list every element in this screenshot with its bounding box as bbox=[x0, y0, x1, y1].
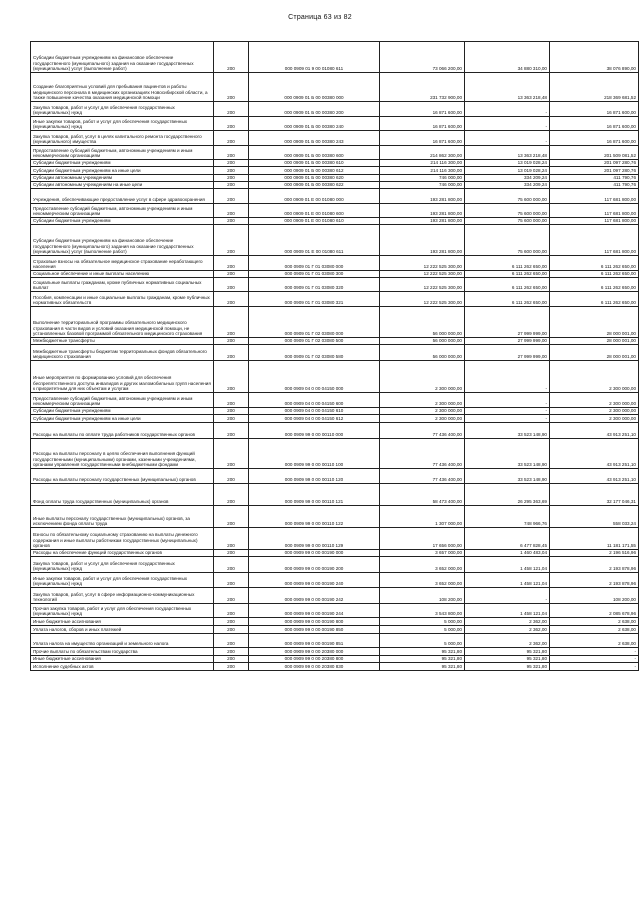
row-remaining-amount: 201 509 081,52 bbox=[550, 146, 639, 160]
row-remaining-amount: 2 300 000,00 bbox=[550, 415, 639, 423]
row-approved-amount: 108 200,00 bbox=[380, 588, 465, 604]
row-classification-code: 000 0909 99 0 00 20380 830 bbox=[249, 663, 380, 671]
row-line-code: 200 bbox=[214, 604, 249, 618]
table-row bbox=[31, 663, 639, 671]
row-executed-amount: 13 363 218,48 bbox=[465, 73, 550, 102]
row-name: Закупка товаров, работ, услуг в целях капитального ремонта государственного (муниципального) имущества bbox=[31, 131, 214, 146]
table-row bbox=[31, 506, 639, 528]
row-approved-amount: 16 871 600,00 bbox=[380, 102, 465, 117]
row-classification-code: 000 0909 01 Е 00 01080 000 bbox=[249, 189, 380, 204]
row-executed-amount: 1 458 121,04 bbox=[465, 604, 550, 618]
row-remaining-amount: 16 871 600,00 bbox=[550, 131, 639, 146]
row-approved-amount: 16 871 600,00 bbox=[380, 117, 465, 131]
row-remaining-amount: 2 085 678,96 bbox=[550, 604, 639, 618]
row-line-code: 200 bbox=[214, 588, 249, 604]
row-line-code: 200 bbox=[214, 573, 249, 588]
row-approved-amount: 17 656 000,00 bbox=[380, 528, 465, 550]
row-name: Прочие выплаты по обязательствам государства bbox=[31, 648, 214, 656]
table-row bbox=[31, 218, 639, 225]
table-row bbox=[31, 550, 639, 557]
row-executed-amount: 6 111 262 650,00 bbox=[465, 278, 550, 292]
row-remaining-amount: 108 200,00 bbox=[550, 588, 639, 604]
row-name: Расходы на выплаты персоналу в целях обеспечения выполнения функций государственными (муниципальными) органами, казенными учреждениями, органами управления государственными внебюджетными фондами bbox=[31, 439, 214, 469]
row-remaining-amount: 28 000 001,00 bbox=[550, 307, 639, 338]
row-line-code: 200 bbox=[214, 656, 249, 663]
table-row bbox=[31, 117, 639, 131]
row-classification-code: 000 0909 99 0 00 00190 851 bbox=[249, 634, 380, 648]
row-classification-code: 000 0909 99 0 00 00190 242 bbox=[249, 588, 380, 604]
budget-table bbox=[30, 41, 639, 671]
row-executed-amount: - bbox=[465, 415, 550, 423]
row-remaining-amount: 117 681 800,00 bbox=[550, 225, 639, 256]
row-line-code: 200 bbox=[214, 225, 249, 256]
row-remaining-amount: 38 076 890,00 bbox=[550, 42, 639, 73]
table-row bbox=[31, 393, 639, 408]
row-remaining-amount: - bbox=[550, 648, 639, 656]
row-executed-amount: 13 363 218,48 bbox=[465, 146, 550, 160]
row-approved-amount: 2 300 000,00 bbox=[380, 361, 465, 393]
row-remaining-amount: 6 111 262 650,00 bbox=[550, 271, 639, 278]
row-name: Закупка товаров, работ и услуг для обеспечения государственных (муниципальных) нужд bbox=[31, 557, 214, 573]
row-approved-amount: 3 543 800,00 bbox=[380, 604, 465, 618]
row-classification-code: 000 0909 04 0 00 04150 600 bbox=[249, 393, 380, 408]
row-name: Иные бюджетные ассигнования bbox=[31, 656, 214, 663]
row-executed-amount: - bbox=[465, 361, 550, 393]
row-approved-amount: 56 000 000,00 bbox=[380, 338, 465, 345]
row-approved-amount: 193 281 800,00 bbox=[380, 204, 465, 218]
row-approved-amount: 214 116 300,00 bbox=[380, 160, 465, 167]
row-remaining-amount: 117 681 800,00 bbox=[550, 189, 639, 204]
row-name: Субсидии автономным учреждениям bbox=[31, 175, 214, 182]
row-classification-code: 000 0909 01 Е 00 01080 600 bbox=[249, 204, 380, 218]
row-remaining-amount: 117 681 800,00 bbox=[550, 204, 639, 218]
row-line-code: 200 bbox=[214, 117, 249, 131]
table-row bbox=[31, 204, 639, 218]
row-executed-amount: 6 111 262 650,00 bbox=[465, 256, 550, 271]
table-row bbox=[31, 604, 639, 618]
row-approved-amount: 95 321,80 bbox=[380, 656, 465, 663]
table-row bbox=[31, 528, 639, 550]
row-line-code: 200 bbox=[214, 102, 249, 117]
row-approved-amount: 5 000,00 bbox=[380, 634, 465, 648]
row-remaining-amount: 32 177 046,31 bbox=[550, 484, 639, 506]
row-classification-code: 000 0909 01 Б 00 00380 000 bbox=[249, 73, 380, 102]
row-remaining-amount: 16 871 600,00 bbox=[550, 102, 639, 117]
row-executed-amount: 1 458 121,04 bbox=[465, 557, 550, 573]
row-remaining-amount: 43 913 251,10 bbox=[550, 469, 639, 484]
row-line-code: 200 bbox=[214, 42, 249, 73]
row-remaining-amount: 218 369 681,52 bbox=[550, 73, 639, 102]
table-row bbox=[31, 278, 639, 292]
row-approved-amount: 56 000 000,00 bbox=[380, 345, 465, 361]
row-remaining-amount: 2 300 000,00 bbox=[550, 393, 639, 408]
table-row bbox=[31, 160, 639, 167]
row-executed-amount: 27 999 999,00 bbox=[465, 345, 550, 361]
row-classification-code: 000 0909 04 0 00 04150 000 bbox=[249, 361, 380, 393]
row-name: Иные мероприятия по формированию условий для обеспечения беспрепятственного доступа инвалидов и других маломобильных групп населения к приоритетным для них объектам и услугам bbox=[31, 361, 214, 393]
row-classification-code: 000 0909 01 Г 02 03080 500 bbox=[249, 338, 380, 345]
row-classification-code: 000 0909 99 0 00 00110 129 bbox=[249, 528, 380, 550]
row-executed-amount: - bbox=[465, 588, 550, 604]
table-row bbox=[31, 415, 639, 423]
table-row bbox=[31, 361, 639, 393]
row-classification-code: 000 0909 04 0 00 04150 612 bbox=[249, 415, 380, 423]
row-line-code: 200 bbox=[214, 469, 249, 484]
row-name: Межбюджетные трансферты bbox=[31, 338, 214, 345]
row-line-code: 200 bbox=[214, 307, 249, 338]
row-executed-amount: 27 999 999,00 bbox=[465, 338, 550, 345]
row-line-code: 200 bbox=[214, 189, 249, 204]
row-classification-code: 000 0909 01 Г 01 03080 321 bbox=[249, 292, 380, 307]
row-executed-amount: 6 111 262 650,00 bbox=[465, 292, 550, 307]
row-name: Предоставление субсидий бюджетным, автономным учреждениям и иным некоммерческим организациям bbox=[31, 204, 214, 218]
row-executed-amount: - bbox=[465, 408, 550, 415]
row-line-code: 200 bbox=[214, 167, 249, 175]
row-name: Субсидии бюджетным учреждениям bbox=[31, 408, 214, 415]
table-row bbox=[31, 307, 639, 338]
row-line-code: 200 bbox=[214, 393, 249, 408]
table-row bbox=[31, 618, 639, 626]
row-name: Иные выплаты персоналу государственных (муниципальных) органов, за исключением фонда оплаты труда bbox=[31, 506, 214, 528]
table-row bbox=[31, 73, 639, 102]
table-row bbox=[31, 634, 639, 648]
table-row bbox=[31, 225, 639, 256]
row-remaining-amount: 117 681 800,00 bbox=[550, 218, 639, 225]
row-approved-amount: 12 222 525 300,00 bbox=[380, 292, 465, 307]
row-line-code: 200 bbox=[214, 73, 249, 102]
table-row bbox=[31, 439, 639, 469]
row-line-code: 200 bbox=[214, 204, 249, 218]
table-row bbox=[31, 588, 639, 604]
row-name: Субсидии бюджетным учреждениям bbox=[31, 218, 214, 225]
row-approved-amount: 95 321,80 bbox=[380, 648, 465, 656]
row-executed-amount: 1 458 121,04 bbox=[465, 573, 550, 588]
row-remaining-amount: 2 193 878,96 bbox=[550, 557, 639, 573]
row-classification-code: 000 0909 99 0 00 00190 244 bbox=[249, 604, 380, 618]
row-line-code: 200 bbox=[214, 618, 249, 626]
table-row bbox=[31, 256, 639, 271]
row-line-code: 200 bbox=[214, 557, 249, 573]
row-approved-amount: 214 116 300,00 bbox=[380, 167, 465, 175]
row-name: Субсидии бюджетным учреждениям bbox=[31, 160, 214, 167]
row-classification-code: 000 0909 01 Г 02 03080 000 bbox=[249, 307, 380, 338]
row-name: Пособия, компенсации и иные социальные выплаты гражданам, кроме публичных нормативных обязательств bbox=[31, 292, 214, 307]
row-line-code: 200 bbox=[214, 256, 249, 271]
row-classification-code: 000 0909 01 Б 00 00380 612 bbox=[249, 167, 380, 175]
row-remaining-amount: 2 300 000,00 bbox=[550, 361, 639, 393]
row-executed-amount: 2 362,00 bbox=[465, 618, 550, 626]
row-executed-amount: 95 321,80 bbox=[465, 656, 550, 663]
row-remaining-amount: 2 196 516,96 bbox=[550, 550, 639, 557]
row-executed-amount: - bbox=[465, 102, 550, 117]
row-line-code: 200 bbox=[214, 423, 249, 439]
row-executed-amount: 75 600 000,00 bbox=[465, 189, 550, 204]
row-remaining-amount: 28 000 001,00 bbox=[550, 345, 639, 361]
row-executed-amount: 75 600 000,00 bbox=[465, 225, 550, 256]
table-row bbox=[31, 146, 639, 160]
row-name: Субсидии бюджетным учреждениям на финансовое обеспечение государственного (муниципального) задания на оказание государственных (муниципальных) услуг (выполнение работ) bbox=[31, 42, 214, 73]
table-row bbox=[31, 557, 639, 573]
row-line-code: 200 bbox=[214, 626, 249, 634]
row-name: Уплата налога на имущество организаций и земельного налога bbox=[31, 634, 214, 648]
row-classification-code: 000 0909 01 Г 01 03080 000 bbox=[249, 256, 380, 271]
table-row bbox=[31, 345, 639, 361]
row-remaining-amount: - bbox=[550, 663, 639, 671]
row-executed-amount: 334 209,24 bbox=[465, 175, 550, 182]
row-executed-amount: 26 295 363,69 bbox=[465, 484, 550, 506]
row-name: Исполнение судебных актов bbox=[31, 663, 214, 671]
row-approved-amount: 5 000,00 bbox=[380, 618, 465, 626]
row-name: Субсидии бюджетным учреждениям на финансовое обеспечение государственного (муниципального) задания на оказание государственных (муниципальных) услуг (выполнение работ) bbox=[31, 225, 214, 256]
row-remaining-amount: 201 097 280,76 bbox=[550, 167, 639, 175]
row-line-code: 200 bbox=[214, 271, 249, 278]
row-name: Расходы на обеспечение функций государственных органов bbox=[31, 550, 214, 557]
row-executed-amount: 27 999 999,00 bbox=[465, 307, 550, 338]
row-name: Расходы на выплаты персоналу государственных (муниципальных) органов bbox=[31, 469, 214, 484]
row-executed-amount: 13 019 028,24 bbox=[465, 167, 550, 175]
row-line-code: 200 bbox=[214, 648, 249, 656]
row-approved-amount: 16 871 600,00 bbox=[380, 131, 465, 146]
row-line-code: 200 bbox=[214, 278, 249, 292]
row-remaining-amount: 411 790,76 bbox=[550, 182, 639, 189]
row-executed-amount: 33 523 148,90 bbox=[465, 423, 550, 439]
row-executed-amount: 334 209,24 bbox=[465, 182, 550, 189]
row-remaining-amount: 6 111 262 650,00 bbox=[550, 256, 639, 271]
row-remaining-amount: 11 181 171,55 bbox=[550, 528, 639, 550]
row-remaining-amount: 43 913 251,10 bbox=[550, 423, 639, 439]
row-remaining-amount: 28 000 001,00 bbox=[550, 338, 639, 345]
row-line-code: 200 bbox=[214, 439, 249, 469]
row-remaining-amount: 16 871 600,00 bbox=[550, 117, 639, 131]
row-line-code: 200 bbox=[214, 528, 249, 550]
row-executed-amount: 95 321,80 bbox=[465, 663, 550, 671]
row-classification-code: 000 0909 01 Б 00 00380 200 bbox=[249, 102, 380, 117]
row-classification-code: 000 0909 99 0 00 00110 122 bbox=[249, 506, 380, 528]
row-remaining-amount: 411 790,76 bbox=[550, 175, 639, 182]
row-name: Фонд оплаты труда государственных (муниципальных) органов bbox=[31, 484, 214, 506]
row-executed-amount: 2 362,00 bbox=[465, 626, 550, 634]
table-row bbox=[31, 182, 639, 189]
row-classification-code: 000 0909 04 0 00 04150 610 bbox=[249, 408, 380, 415]
row-classification-code: 000 0909 01 Б 00 00380 620 bbox=[249, 175, 380, 182]
row-name: Межбюджетные трансферты бюджетам территориальных фондов обязательного медицинского страхования bbox=[31, 345, 214, 361]
row-classification-code: 000 0909 99 0 00 00190 000 bbox=[249, 550, 380, 557]
row-line-code: 200 bbox=[214, 345, 249, 361]
row-name: Субсидии автономным учреждениям на иные цели bbox=[31, 182, 214, 189]
table-row bbox=[31, 484, 639, 506]
row-name: Прочая закупка товаров, работ и услуг для обеспечения государственных (муниципальных) нужд bbox=[31, 604, 214, 618]
row-executed-amount: 6 477 828,45 bbox=[465, 528, 550, 550]
row-line-code: 200 bbox=[214, 175, 249, 182]
row-approved-amount: 12 222 525 300,00 bbox=[380, 256, 465, 271]
row-executed-amount: 748 966,76 bbox=[465, 506, 550, 528]
row-classification-code: 000 0909 01 Б 00 00380 240 bbox=[249, 117, 380, 131]
row-classification-code: 000 0909 99 0 00 20380 000 bbox=[249, 648, 380, 656]
row-line-code: 200 bbox=[214, 292, 249, 307]
row-remaining-amount: 2 300 000,00 bbox=[550, 408, 639, 415]
row-line-code: 200 bbox=[214, 182, 249, 189]
row-name: Иные бюджетные ассигнования bbox=[31, 618, 214, 626]
row-remaining-amount: 6 111 262 650,00 bbox=[550, 292, 639, 307]
row-name: Закупка товаров, работ и услуг для обеспечения государственных (муниципальных) нужд bbox=[31, 102, 214, 117]
row-classification-code: 000 0909 01 Б 00 00380 622 bbox=[249, 182, 380, 189]
row-approved-amount: 3 652 000,00 bbox=[380, 573, 465, 588]
row-classification-code: 000 0909 99 0 00 00190 200 bbox=[249, 557, 380, 573]
row-line-code: 200 bbox=[214, 408, 249, 415]
row-classification-code: 000 0909 99 0 00 00110 100 bbox=[249, 439, 380, 469]
table-row bbox=[31, 42, 639, 73]
row-classification-code: 000 0909 99 0 00 00190 240 bbox=[249, 573, 380, 588]
row-classification-code: 000 0909 99 0 00 20380 800 bbox=[249, 656, 380, 663]
table-row bbox=[31, 189, 639, 204]
row-executed-amount: 2 362,00 bbox=[465, 634, 550, 648]
row-approved-amount: 56 000 000,00 bbox=[380, 307, 465, 338]
table-row bbox=[31, 626, 639, 634]
row-remaining-amount: 558 033,24 bbox=[550, 506, 639, 528]
row-approved-amount: 3 652 000,00 bbox=[380, 557, 465, 573]
row-approved-amount: 77 436 400,00 bbox=[380, 469, 465, 484]
row-approved-amount: 5 000,00 bbox=[380, 626, 465, 634]
budget-table-body bbox=[31, 42, 639, 671]
row-line-code: 200 bbox=[214, 131, 249, 146]
table-row bbox=[31, 167, 639, 175]
row-name: Социальное обеспечение и иные выплаты населению bbox=[31, 271, 214, 278]
row-line-code: 200 bbox=[214, 338, 249, 345]
table-row bbox=[31, 573, 639, 588]
row-name: Субсидии бюджетным учреждениям на иные цели bbox=[31, 415, 214, 423]
row-classification-code: 000 0909 99 0 00 00190 800 bbox=[249, 618, 380, 626]
row-name: Предоставление субсидий бюджетным, автономным учреждениям и иным некоммерческим организациям bbox=[31, 393, 214, 408]
row-name: Уплата налогов, сборов и иных платежей bbox=[31, 626, 214, 634]
row-executed-amount: 75 600 000,00 bbox=[465, 204, 550, 218]
row-executed-amount: 33 523 148,90 bbox=[465, 439, 550, 469]
row-classification-code: 000 0909 01 9 00 01080 611 bbox=[249, 42, 380, 73]
row-remaining-amount: - bbox=[550, 656, 639, 663]
row-name: Иные закупки товаров, работ и услуг для обеспечения государственных (муниципальных) нужд bbox=[31, 117, 214, 131]
table-row bbox=[31, 656, 639, 663]
row-name: Выполнение территориальной программы обязательного медицинского страхования в части видов и условий оказания медицинской помощи, не установленных базовой программой обязательного медицинского страхования bbox=[31, 307, 214, 338]
row-classification-code: 000 0909 99 0 00 00110 121 bbox=[249, 484, 380, 506]
row-line-code: 200 bbox=[214, 663, 249, 671]
table-row bbox=[31, 175, 639, 182]
table-row bbox=[31, 102, 639, 117]
row-approved-amount: 746 000,00 bbox=[380, 182, 465, 189]
row-line-code: 200 bbox=[214, 218, 249, 225]
page-header: Страница 63 из 82 bbox=[288, 14, 352, 21]
row-classification-code: 000 0909 01 Б 00 00380 243 bbox=[249, 131, 380, 146]
row-classification-code: 000 0909 01 Г 02 03080 580 bbox=[249, 345, 380, 361]
row-name: Субсидии бюджетным учреждениям на иные цели bbox=[31, 167, 214, 175]
row-approved-amount: 12 222 525 300,00 bbox=[380, 278, 465, 292]
row-classification-code: 000 0909 01 Е 00 01080 611 bbox=[249, 225, 380, 256]
row-name: Закупка товаров, работ, услуг в сфере информационно-коммуникационных технологий bbox=[31, 588, 214, 604]
row-executed-amount: 6 111 262 650,00 bbox=[465, 271, 550, 278]
row-classification-code: 000 0909 99 0 00 00110 120 bbox=[249, 469, 380, 484]
row-line-code: 200 bbox=[214, 550, 249, 557]
table-row bbox=[31, 469, 639, 484]
row-approved-amount: 746 000,00 bbox=[380, 175, 465, 182]
row-classification-code: 000 0909 01 Б 00 00380 600 bbox=[249, 146, 380, 160]
row-approved-amount: 2 300 000,00 bbox=[380, 393, 465, 408]
row-approved-amount: 2 300 000,00 bbox=[380, 415, 465, 423]
row-approved-amount: 193 281 800,00 bbox=[380, 225, 465, 256]
row-classification-code: 000 0909 01 Е 00 01080 610 bbox=[249, 218, 380, 225]
row-executed-amount: 95 321,80 bbox=[465, 648, 550, 656]
row-approved-amount: 77 436 400,00 bbox=[380, 423, 465, 439]
row-remaining-amount: 6 111 262 650,00 bbox=[550, 278, 639, 292]
row-remaining-amount: 2 638,00 bbox=[550, 634, 639, 648]
table-row bbox=[31, 292, 639, 307]
row-approved-amount: 2 300 000,00 bbox=[380, 408, 465, 415]
table-row bbox=[31, 271, 639, 278]
row-executed-amount: 75 600 000,00 bbox=[465, 218, 550, 225]
table-row bbox=[31, 408, 639, 415]
table-row bbox=[31, 648, 639, 656]
row-name: Создание благоприятных условий для пребывания пациентов и работы медицинского персонала в медицинских организациях Новосибирской области, а также повышение качества оказания медицинской помощи bbox=[31, 73, 214, 102]
row-name: Социальные выплаты гражданам, кроме публичных нормативных социальных выплат bbox=[31, 278, 214, 292]
row-remaining-amount: 201 097 280,76 bbox=[550, 160, 639, 167]
row-approved-amount: 95 321,80 bbox=[380, 663, 465, 671]
row-name: Иные закупки товаров, работ и услуг для обеспечения государственных (муниципальных) нужд bbox=[31, 573, 214, 588]
row-executed-amount: 33 523 148,90 bbox=[465, 469, 550, 484]
row-line-code: 200 bbox=[214, 484, 249, 506]
row-approved-amount: 77 436 400,00 bbox=[380, 439, 465, 469]
row-approved-amount: 1 307 000,00 bbox=[380, 506, 465, 528]
row-approved-amount: 73 066 200,00 bbox=[380, 42, 465, 73]
row-remaining-amount: 2 193 878,96 bbox=[550, 573, 639, 588]
table-row bbox=[31, 131, 639, 146]
row-approved-amount: 193 281 800,00 bbox=[380, 218, 465, 225]
row-executed-amount: - bbox=[465, 117, 550, 131]
row-classification-code: 000 0909 01 Г 01 03080 300 bbox=[249, 271, 380, 278]
row-name: Предоставление субсидий бюджетным, автономным учреждениям и иным некоммерческим организациям bbox=[31, 146, 214, 160]
row-executed-amount: 13 019 028,24 bbox=[465, 160, 550, 167]
row-approved-amount: 3 657 000,00 bbox=[380, 550, 465, 557]
row-line-code: 200 bbox=[214, 506, 249, 528]
row-classification-code: 000 0909 99 0 00 00190 850 bbox=[249, 626, 380, 634]
row-line-code: 200 bbox=[214, 634, 249, 648]
row-line-code: 200 bbox=[214, 415, 249, 423]
row-executed-amount: 34 880 310,00 bbox=[465, 42, 550, 73]
row-executed-amount: - bbox=[465, 393, 550, 408]
row-approved-amount: 193 281 800,00 bbox=[380, 189, 465, 204]
row-name: Взносы по обязательному социальному страхованию на выплаты денежного содержания и иные выплаты работникам государственных (муниципальных) органов bbox=[31, 528, 214, 550]
row-executed-amount: - bbox=[465, 131, 550, 146]
row-classification-code: 000 0909 99 0 00 00110 000 bbox=[249, 423, 380, 439]
row-approved-amount: 214 862 300,00 bbox=[380, 146, 465, 160]
row-remaining-amount: 2 638,00 bbox=[550, 618, 639, 626]
row-approved-amount: 58 473 400,00 bbox=[380, 484, 465, 506]
row-remaining-amount: 43 913 251,10 bbox=[550, 439, 639, 469]
row-approved-amount: 231 732 900,00 bbox=[380, 73, 465, 102]
row-remaining-amount: 2 638,00 bbox=[550, 626, 639, 634]
table-row bbox=[31, 338, 639, 345]
row-name: Учреждения, обеспечивающие предоставление услуг в сфере здравоохранения bbox=[31, 189, 214, 204]
row-executed-amount: 1 460 483,04 bbox=[465, 550, 550, 557]
row-name: Расходы на выплаты по оплате труда работников государственных органов bbox=[31, 423, 214, 439]
row-classification-code: 000 0909 01 Г 01 03080 320 bbox=[249, 278, 380, 292]
row-line-code: 200 bbox=[214, 146, 249, 160]
row-classification-code: 000 0909 01 Б 00 00380 610 bbox=[249, 160, 380, 167]
row-line-code: 200 bbox=[214, 361, 249, 393]
row-approved-amount: 12 222 525 300,00 bbox=[380, 271, 465, 278]
row-name: Страховые взносы на обязательное медицинское страхование неработающего населения bbox=[31, 256, 214, 271]
table-row bbox=[31, 423, 639, 439]
row-line-code: 200 bbox=[214, 160, 249, 167]
